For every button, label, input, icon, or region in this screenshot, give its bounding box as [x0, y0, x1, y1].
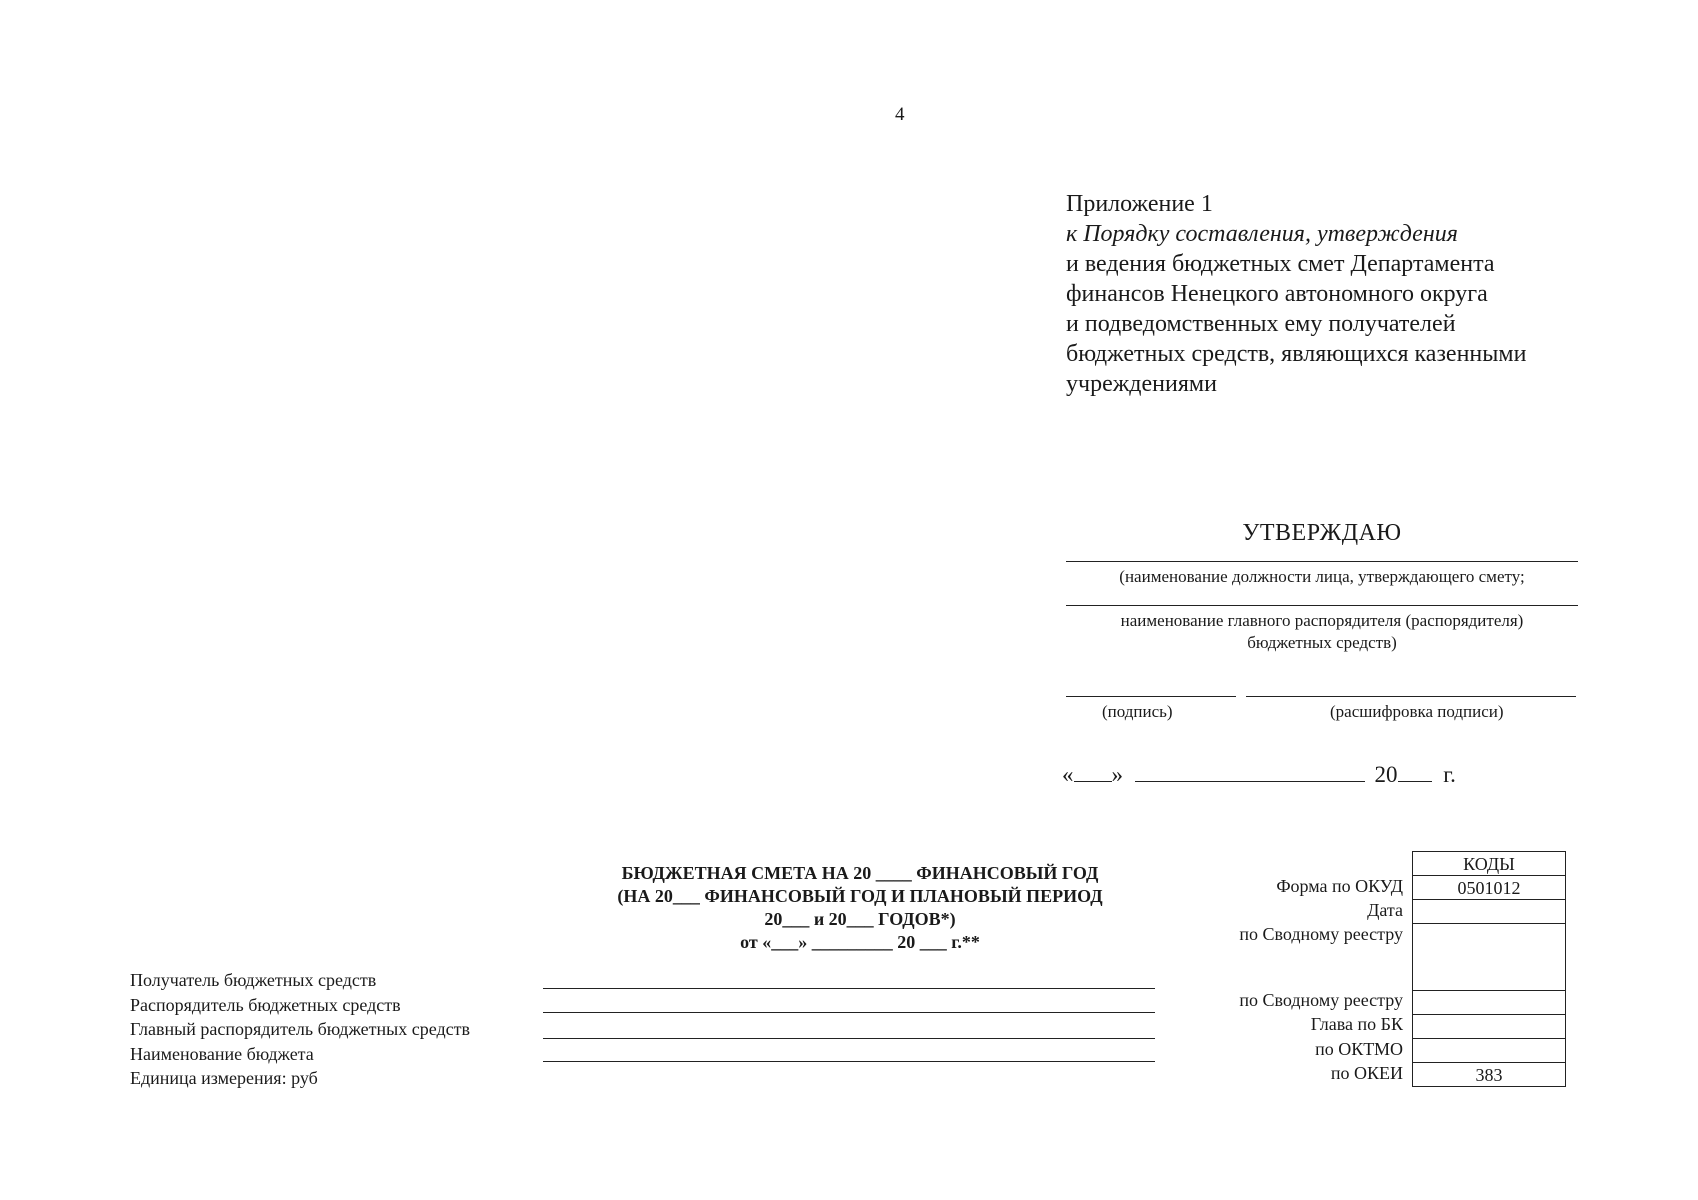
signature-decoding-caption: (расшифровка подписи): [1330, 702, 1504, 721]
smeta-title-line-1: БЮДЖЕТНАЯ СМЕТА НА 20 ____ ФИНАНСОВЫЙ ГОД: [621, 863, 1099, 883]
appendix-note: [1066, 189, 1526, 399]
signature-line[interactable]: [1066, 696, 1236, 697]
registry-label-2: по Сводному реестру: [1239, 990, 1403, 1010]
manager-line[interactable]: [1066, 605, 1578, 606]
date-year-suffix: г.: [1443, 762, 1456, 787]
okei-code[interactable]: 383: [1413, 1063, 1566, 1087]
appendix-line-7: учреждениями: [1066, 371, 1217, 397]
date-label: Дата: [1367, 900, 1403, 920]
recipient-line[interactable]: [543, 988, 1155, 989]
oktmo-label: по ОКТМО: [1315, 1039, 1403, 1059]
date-code[interactable]: [1413, 900, 1566, 924]
date-day-blank[interactable]: [1074, 763, 1112, 782]
appendix-line-1: Приложение 1: [1066, 191, 1213, 217]
date-open-quote: «: [1062, 762, 1074, 787]
unit-label: Единица измерения: руб: [130, 1068, 318, 1088]
appendix-line-2: к Порядку составления, утверждения: [1066, 221, 1458, 247]
smeta-title-line-4: от «___» _________ 20 ___ г.**: [740, 932, 980, 952]
signature-decoding-line[interactable]: [1246, 696, 1576, 697]
distributor-label: Распорядитель бюджетных средств: [130, 994, 401, 1015]
codes-header: КОДЫ: [1413, 852, 1566, 876]
smeta-title-line-2: (НА 20___ ФИНАНСОВЫЙ ГОД И ПЛАНОВЫЙ ПЕРИОД: [617, 886, 1103, 906]
position-line[interactable]: [1066, 561, 1578, 562]
date-year-blank[interactable]: [1398, 763, 1432, 782]
budget-name-line[interactable]: [543, 1061, 1155, 1062]
manager-caption-1: наименование главного распорядителя (распорядителя): [1120, 611, 1524, 630]
chief-distributor-line[interactable]: [543, 1038, 1155, 1039]
smeta-title-line-3: 20___ и 20___ ГОДОВ*): [764, 909, 956, 929]
budget-name-label: Наименование бюджета: [130, 1043, 314, 1064]
approval-block: [1066, 520, 1578, 756]
codes-table: [1412, 851, 1566, 1087]
appendix-line-5: и подведомственных ему получателей: [1066, 311, 1456, 337]
bk-label: Глава по БК: [1310, 1014, 1403, 1034]
page-number: 4: [895, 104, 905, 125]
date-close-quote: »: [1111, 762, 1123, 787]
date-month-blank[interactable]: [1135, 763, 1365, 782]
appendix-line-3: и ведения бюджетных смет Департамента: [1066, 251, 1495, 277]
okud-label: Форма по ОКУД: [1276, 876, 1403, 896]
signature-caption: (подпись): [1102, 702, 1173, 721]
approval-title: УТВЕРЖДАЮ: [1242, 520, 1402, 546]
appendix-line-4: финансов Ненецкого автономного округа: [1066, 281, 1488, 307]
okei-label: по ОКЕИ: [1330, 1063, 1403, 1083]
oktmo-code[interactable]: [1413, 1039, 1566, 1063]
registry-code-2[interactable]: [1413, 991, 1566, 1015]
registry-code-1[interactable]: [1413, 924, 1566, 991]
position-caption: (наименование должности лица, утверждающего смету;: [1119, 567, 1525, 586]
recipient-label: Получатель бюджетных средств: [130, 970, 377, 990]
okud-code[interactable]: 0501012: [1413, 876, 1566, 900]
manager-caption-2: бюджетных средств): [1247, 633, 1397, 652]
signature-row: [1066, 696, 1578, 756]
bk-code[interactable]: [1413, 1015, 1566, 1039]
field-labels: [130, 968, 470, 1091]
registry-label-1: по Сводному реестру: [1239, 924, 1403, 944]
distributor-line[interactable]: [543, 1012, 1155, 1013]
approval-date-row: [1062, 762, 1456, 788]
smeta-title: [560, 862, 1160, 954]
chief-distributor-label: Главный распорядитель бюджетных средств: [130, 1019, 470, 1039]
date-year-prefix: 20: [1374, 762, 1398, 787]
appendix-line-6: бюджетных средств, являющихся казенными: [1066, 341, 1527, 367]
